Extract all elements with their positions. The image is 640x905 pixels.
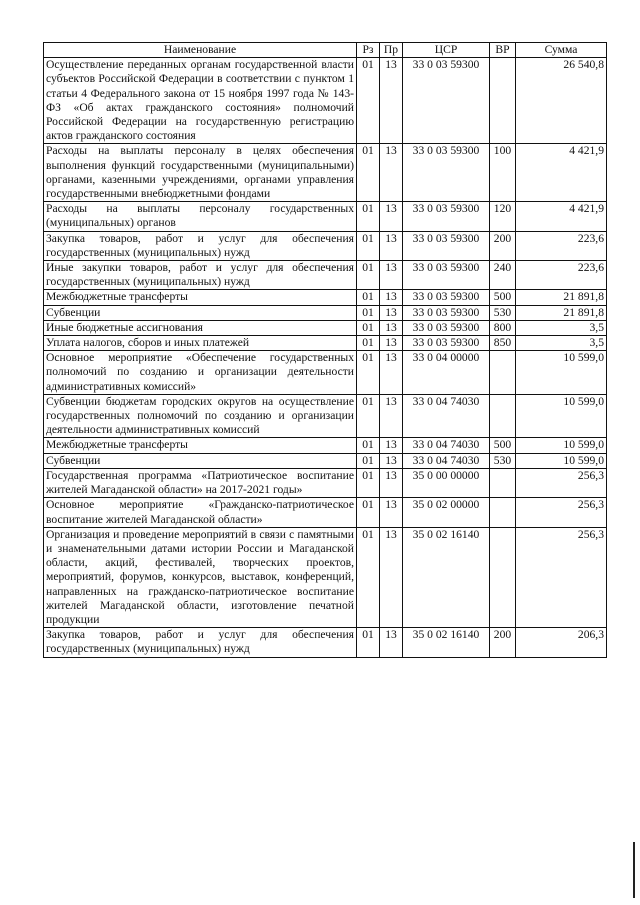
row-csr: 33 0 03 59300 xyxy=(403,261,490,290)
row-csr: 33 0 04 74030 xyxy=(403,394,490,438)
row-name: Основное мероприятие «Гражданско-патриотическое воспитание жителей Магаданской области» xyxy=(44,498,357,527)
budget-table xyxy=(43,42,607,658)
row-sum: 256,3 xyxy=(516,527,607,627)
table-row xyxy=(44,453,607,468)
row-rz: 01 xyxy=(357,231,380,260)
row-pr: 13 xyxy=(380,261,403,290)
row-sum: 10 599,0 xyxy=(516,453,607,468)
table-row xyxy=(44,468,607,497)
row-vr: 240 xyxy=(490,261,516,290)
table-row xyxy=(44,290,607,305)
row-csr: 33 0 03 59300 xyxy=(403,144,490,202)
row-name: Расходы на выплаты персоналу в целях обеспечения выполнения функций государственными (муниципальными) органами, казенными учреждениями, органами управления государственными внебюджетными фондами xyxy=(44,144,357,202)
row-vr xyxy=(490,527,516,627)
row-vr: 500 xyxy=(490,290,516,305)
row-name: Организация и проведение мероприятий в связи с памятными и знаменательными датами истории России и Магаданской области, акций, фестивалей, творческих проектов, мероприятий, форумов, конкурсов, выставок, конференций, направленных на гражданско-патриотическое воспитание жителей Магаданской области, изготовление печатной продукции xyxy=(44,527,357,627)
row-csr: 35 0 02 16140 xyxy=(403,527,490,627)
table-row xyxy=(44,628,607,657)
row-name: Закупка товаров, работ и услуг для обеспечения государственных (муниципальных) нужд xyxy=(44,628,357,657)
table-row xyxy=(44,202,607,231)
header-name: Наименование xyxy=(44,43,357,58)
row-csr: 33 0 04 74030 xyxy=(403,453,490,468)
row-csr: 33 0 03 59300 xyxy=(403,202,490,231)
row-pr: 13 xyxy=(380,144,403,202)
row-sum: 256,3 xyxy=(516,468,607,497)
row-pr: 13 xyxy=(380,202,403,231)
row-vr: 100 xyxy=(490,144,516,202)
row-rz: 01 xyxy=(357,144,380,202)
table-row xyxy=(44,144,607,202)
row-sum: 3,5 xyxy=(516,336,607,351)
row-rz: 01 xyxy=(357,394,380,438)
row-pr: 13 xyxy=(380,320,403,335)
row-rz: 01 xyxy=(357,453,380,468)
row-name: Иные закупки товаров, работ и услуг для обеспечения государственных (муниципальных) нужд xyxy=(44,261,357,290)
row-pr: 13 xyxy=(380,453,403,468)
row-name: Субвенции бюджетам городских округов на осуществление государственных полномочий по созданию и организации деятельности административных комиссий xyxy=(44,394,357,438)
row-sum: 256,3 xyxy=(516,498,607,527)
row-rz: 01 xyxy=(357,438,380,453)
row-name: Основное мероприятие «Обеспечение государственных полномочий по созданию и организации деятельности административных комиссий» xyxy=(44,351,357,395)
row-vr: 500 xyxy=(490,438,516,453)
row-sum: 21 891,8 xyxy=(516,290,607,305)
row-csr: 35 0 00 00000 xyxy=(403,468,490,497)
row-vr: 850 xyxy=(490,336,516,351)
row-vr xyxy=(490,468,516,497)
row-rz: 01 xyxy=(357,320,380,335)
row-name: Иные бюджетные ассигнования xyxy=(44,320,357,335)
row-rz: 01 xyxy=(357,58,380,144)
header-pr: Пр xyxy=(380,43,403,58)
row-sum: 4 421,9 xyxy=(516,144,607,202)
row-pr: 13 xyxy=(380,498,403,527)
table-row xyxy=(44,394,607,438)
row-sum: 4 421,9 xyxy=(516,202,607,231)
row-csr: 33 0 03 59300 xyxy=(403,290,490,305)
row-rz: 01 xyxy=(357,351,380,395)
row-csr: 35 0 02 00000 xyxy=(403,498,490,527)
row-pr: 13 xyxy=(380,58,403,144)
row-rz: 01 xyxy=(357,468,380,497)
row-name: Субвенции xyxy=(44,453,357,468)
row-pr: 13 xyxy=(380,351,403,395)
row-rz: 01 xyxy=(357,290,380,305)
table-row xyxy=(44,498,607,527)
row-name: Осуществление переданных органам государственной власти субъектов Российской Федерации в соответствии с пунктом 1 статьи 4 Федерального закона от 15 ноября 1997 года № 143-ФЗ «Об актах гражданского состояния» полномочий Российской Федерации на государственную регистрацию актов гражданского состояния xyxy=(44,58,357,144)
table-row xyxy=(44,305,607,320)
row-rz: 01 xyxy=(357,202,380,231)
row-csr: 33 0 03 59300 xyxy=(403,231,490,260)
row-rz: 01 xyxy=(357,261,380,290)
row-sum: 3,5 xyxy=(516,320,607,335)
row-csr: 33 0 03 59300 xyxy=(403,305,490,320)
row-sum: 26 540,8 xyxy=(516,58,607,144)
table-row xyxy=(44,527,607,627)
row-csr: 33 0 03 59300 xyxy=(403,320,490,335)
row-pr: 13 xyxy=(380,628,403,657)
row-sum: 223,6 xyxy=(516,261,607,290)
row-csr: 33 0 03 59300 xyxy=(403,58,490,144)
row-vr xyxy=(490,498,516,527)
row-rz: 01 xyxy=(357,498,380,527)
row-vr: 200 xyxy=(490,628,516,657)
row-rz: 01 xyxy=(357,628,380,657)
row-vr: 530 xyxy=(490,453,516,468)
header-vr: ВР xyxy=(490,43,516,58)
row-pr: 13 xyxy=(380,336,403,351)
row-pr: 13 xyxy=(380,394,403,438)
row-csr: 35 0 02 16140 xyxy=(403,628,490,657)
row-name: Уплата налогов, сборов и иных платежей xyxy=(44,336,357,351)
row-rz: 01 xyxy=(357,305,380,320)
row-name: Межбюджетные трансферты xyxy=(44,290,357,305)
row-pr: 13 xyxy=(380,468,403,497)
row-name: Расходы на выплаты персоналу государственных (муниципальных) органов xyxy=(44,202,357,231)
row-sum: 10 599,0 xyxy=(516,394,607,438)
row-sum: 223,6 xyxy=(516,231,607,260)
row-vr xyxy=(490,58,516,144)
row-pr: 13 xyxy=(380,305,403,320)
table-row xyxy=(44,351,607,395)
header-sum: Сумма xyxy=(516,43,607,58)
row-vr xyxy=(490,351,516,395)
table-row xyxy=(44,336,607,351)
table-row xyxy=(44,231,607,260)
table-row xyxy=(44,438,607,453)
row-pr: 13 xyxy=(380,527,403,627)
row-sum: 21 891,8 xyxy=(516,305,607,320)
row-pr: 13 xyxy=(380,438,403,453)
row-pr: 13 xyxy=(380,231,403,260)
table-row xyxy=(44,320,607,335)
row-name: Закупка товаров, работ и услуг для обеспечения государственных (муниципальных) нужд xyxy=(44,231,357,260)
row-vr: 200 xyxy=(490,231,516,260)
row-sum: 10 599,0 xyxy=(516,351,607,395)
header-row xyxy=(44,43,607,58)
row-sum: 206,3 xyxy=(516,628,607,657)
row-sum: 10 599,0 xyxy=(516,438,607,453)
row-vr: 120 xyxy=(490,202,516,231)
table-row xyxy=(44,58,607,144)
row-name: Государственная программа «Патриотическое воспитание жителей Магаданской области» на 2017-2021 годы» xyxy=(44,468,357,497)
row-csr: 33 0 04 74030 xyxy=(403,438,490,453)
scan-edge-line xyxy=(633,842,635,898)
row-rz: 01 xyxy=(357,336,380,351)
row-pr: 13 xyxy=(380,290,403,305)
table-row xyxy=(44,261,607,290)
row-rz: 01 xyxy=(357,527,380,627)
row-csr: 33 0 04 00000 xyxy=(403,351,490,395)
row-vr xyxy=(490,394,516,438)
row-name: Межбюджетные трансферты xyxy=(44,438,357,453)
row-csr: 33 0 03 59300 xyxy=(403,336,490,351)
header-rz: Рз xyxy=(357,43,380,58)
row-name: Субвенции xyxy=(44,305,357,320)
header-csr: ЦСР xyxy=(403,43,490,58)
row-vr: 800 xyxy=(490,320,516,335)
row-vr: 530 xyxy=(490,305,516,320)
